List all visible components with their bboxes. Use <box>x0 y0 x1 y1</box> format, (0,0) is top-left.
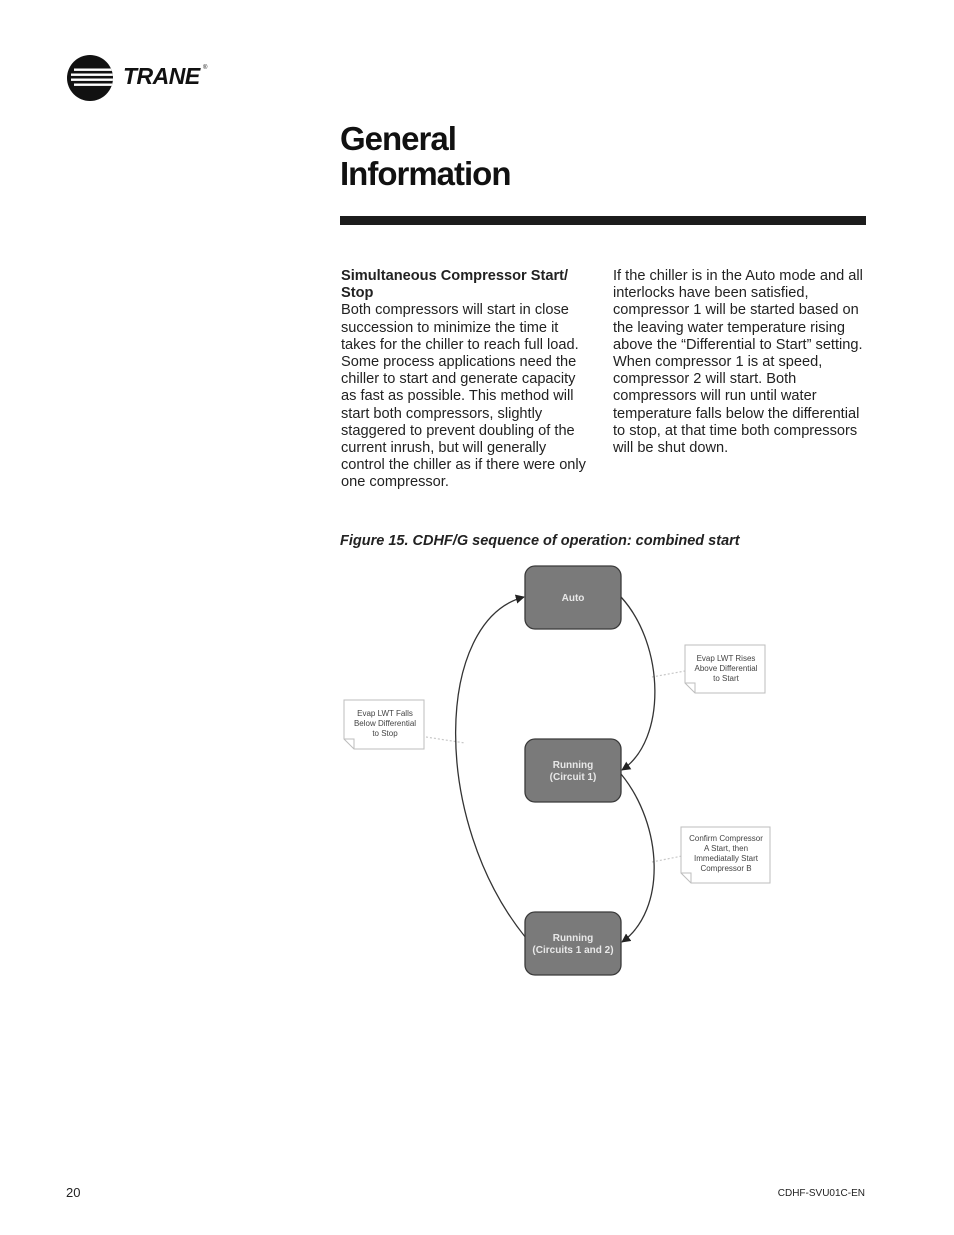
sequence-diagram <box>330 560 780 990</box>
page-title <box>340 121 510 191</box>
state-running-circuit1 <box>525 739 621 802</box>
state-auto <box>525 566 621 629</box>
note-rise-line2: Above Differential <box>694 664 758 673</box>
note-confirm-compressor <box>681 827 770 883</box>
note-confirm-line1: Confirm Compressor <box>689 834 763 843</box>
state-running1-label-line1: Running <box>552 760 594 771</box>
page-title-line1: General <box>340 120 456 157</box>
figure-caption: Figure 15. CDHF/G sequence of operation: combined start <box>340 533 740 549</box>
state-running12-label-line2: (Circuits 1 and 2) <box>532 945 614 956</box>
state-running-circuits12 <box>525 912 621 975</box>
document-id: CDHF-SVU01C-EN <box>777 1188 865 1199</box>
left-column <box>341 268 593 492</box>
brand-wordmark: TRANE <box>123 63 200 89</box>
right-column-body: If the chiller is in the Auto mode and all interlocks have been satisfied, compressor 1 will be started based on the leaving water temperature rising above the “Differential to Start” setting. When compressor 1 is at speed, compressor 2 will start. Both compressors will run until water temperature falls below the differential to stop, at that time both compressors will be shut down. <box>613 268 863 457</box>
rise-note-leader <box>652 671 685 677</box>
trane-logo <box>66 54 216 102</box>
note-rise-above-differential <box>685 645 765 693</box>
note-fall-line1: Evap LWT Falls <box>357 709 413 718</box>
right-column <box>613 268 871 457</box>
state-auto-label: Auto <box>561 593 585 604</box>
left-column-body: Both compressors will start in close succession to minimize the time it takes for the chiller to reach full load. Some process applications need the chiller to start and generate capacity as fast as possible. This method will start both compressors, slightly staggered to prevent doubling of the current inrush, but will generally control the chiller as if there were only one compressor. <box>341 302 586 491</box>
arrow-running1-to-running12 <box>621 774 654 942</box>
page-title-line2: Information <box>340 155 511 192</box>
note-confirm-line4: Compressor B <box>700 864 752 873</box>
note-rise-line3: to Start <box>713 674 739 683</box>
page-number: 20 <box>66 1185 81 1200</box>
note-fall-line3: to Stop <box>372 729 398 738</box>
title-divider <box>340 216 866 225</box>
note-confirm-line3: Immediatally Start <box>693 854 759 863</box>
note-confirm-line2: A Start, then <box>703 844 749 853</box>
note-fall-line2: Below Differential <box>353 719 417 728</box>
registered-mark: ® <box>203 65 208 71</box>
arrow-running12-to-auto <box>456 597 526 938</box>
note-fall-below-differential <box>344 700 424 749</box>
section-heading: Simultaneous Compressor Start/ Stop <box>341 268 569 302</box>
state-running12-label-line1: Running <box>552 933 594 944</box>
note-rise-line1: Evap LWT Rises <box>696 654 756 663</box>
trane-logo-icon <box>66 54 114 102</box>
confirm-note-leader <box>652 856 682 862</box>
state-running1-label-line2: (Circuit 1) <box>549 772 597 783</box>
arrow-auto-to-running1 <box>621 597 655 770</box>
fall-note-leader <box>426 737 465 743</box>
